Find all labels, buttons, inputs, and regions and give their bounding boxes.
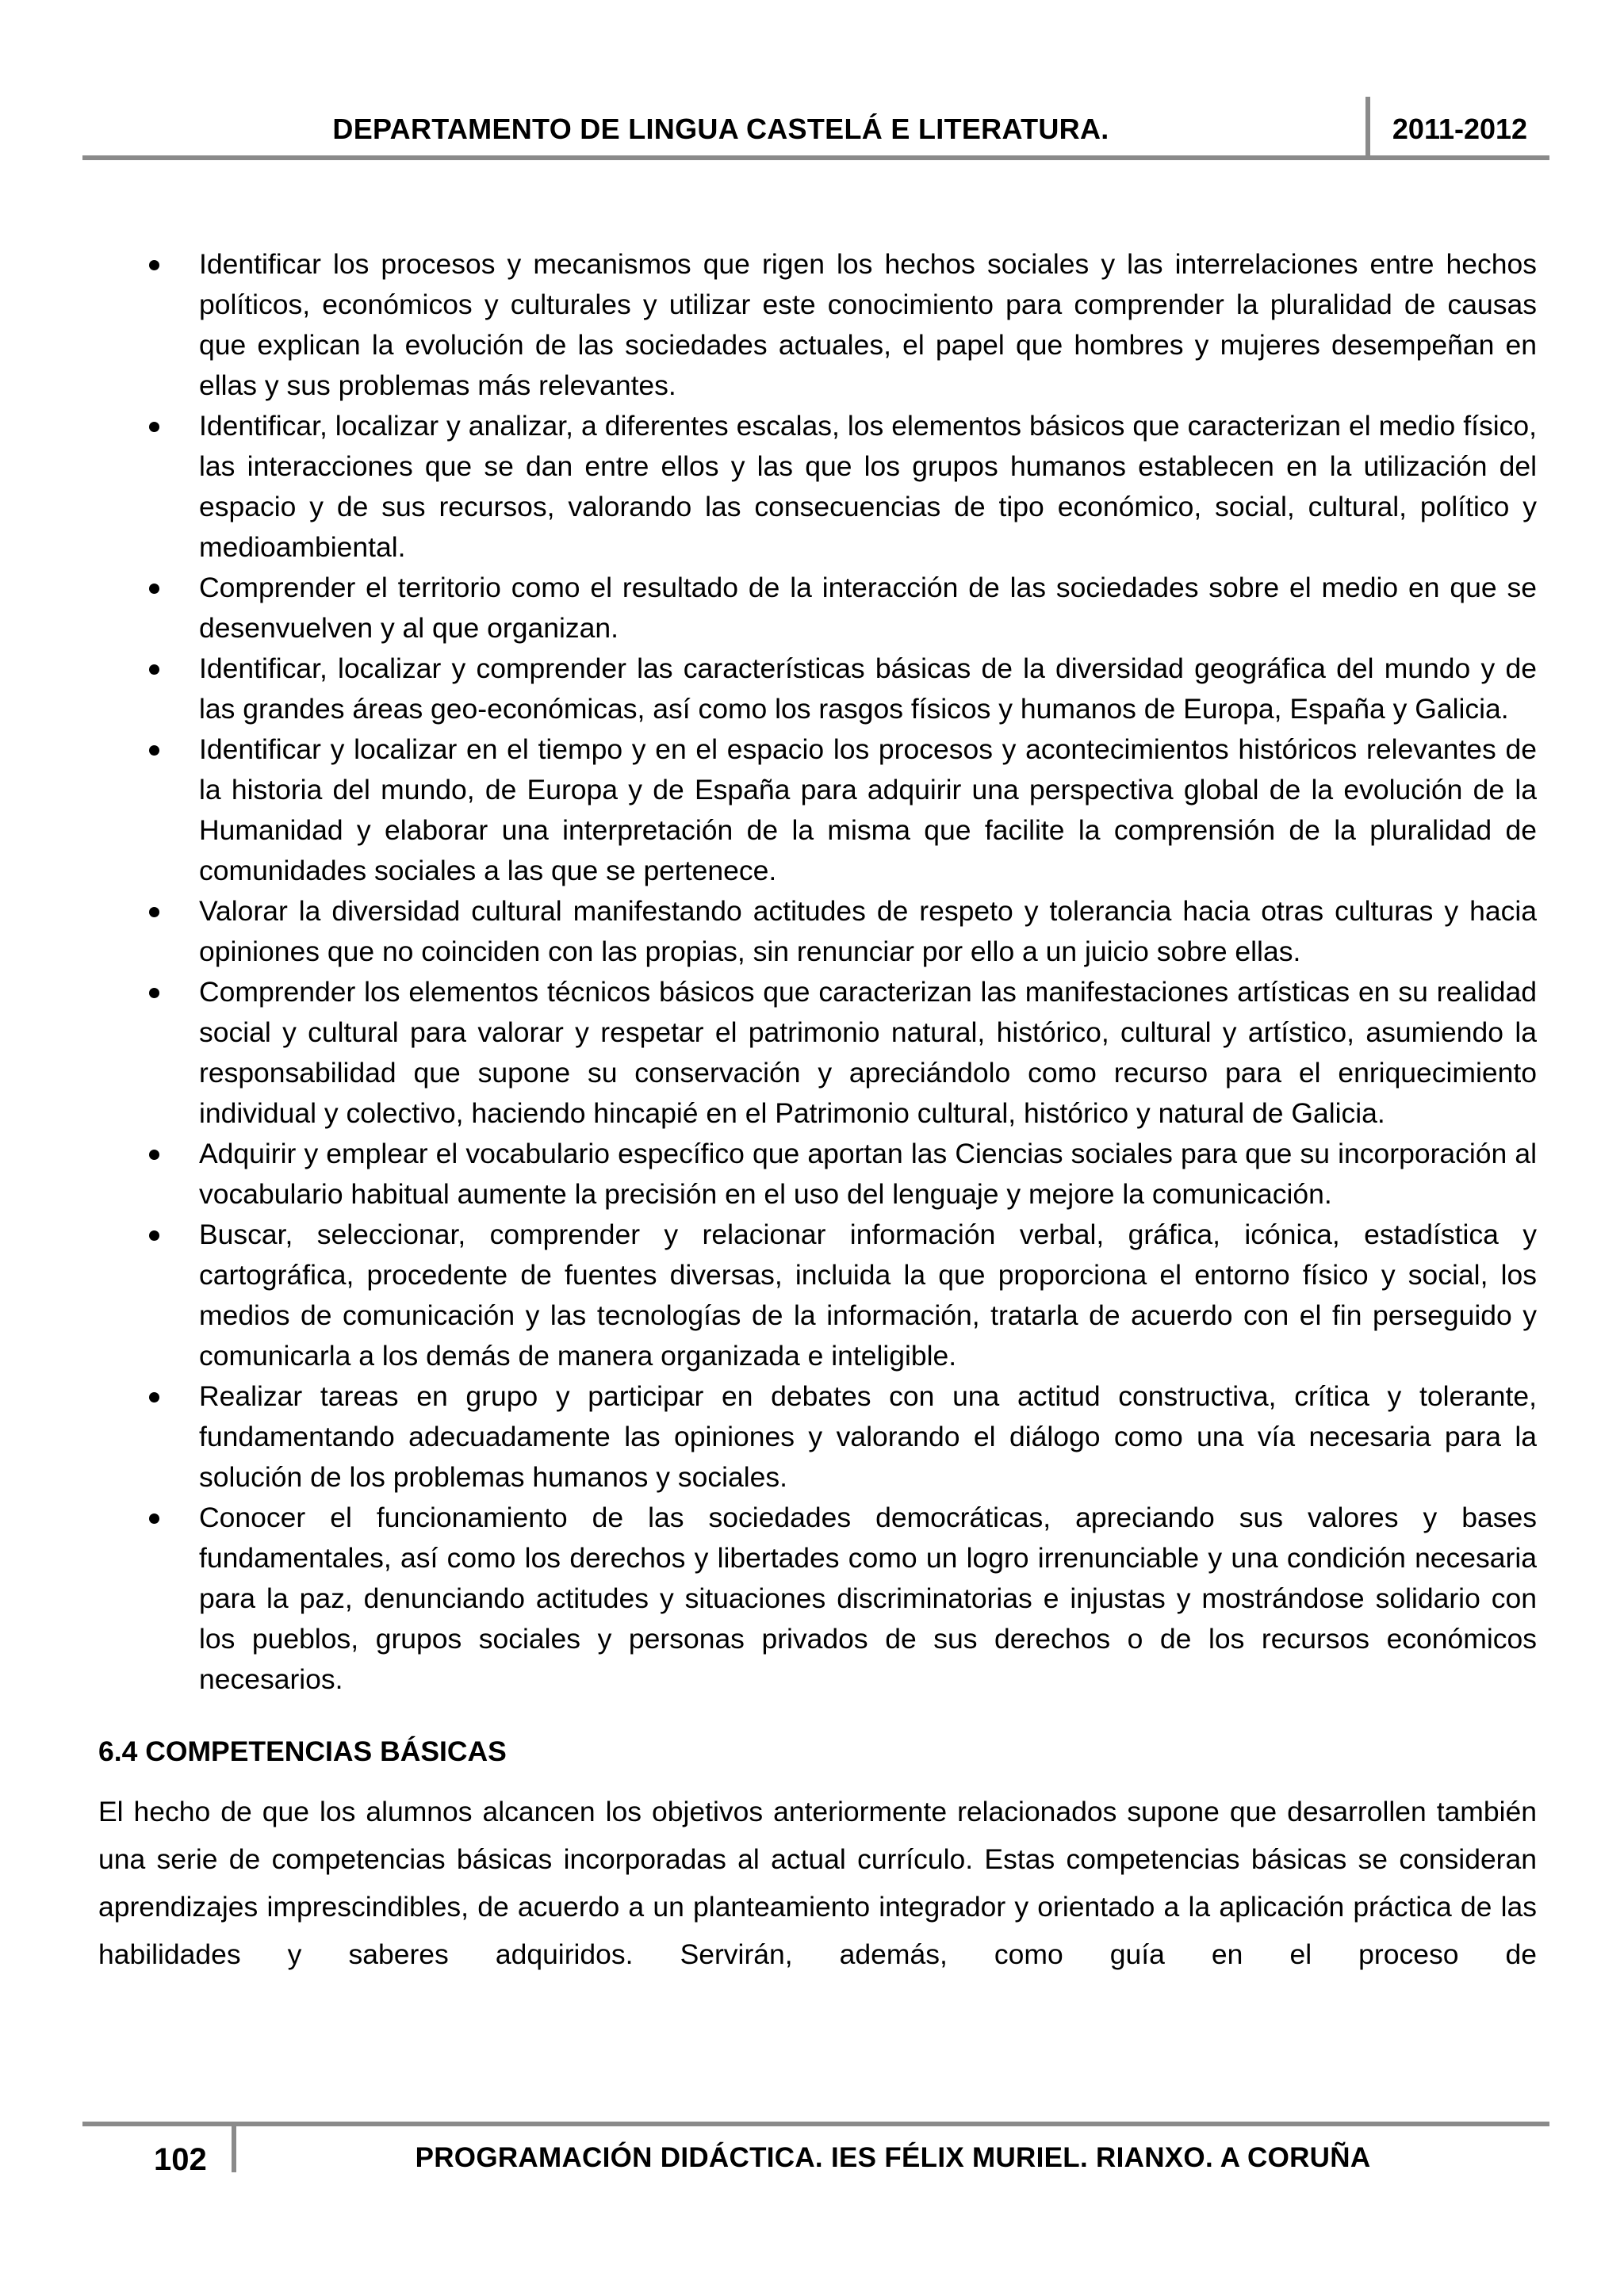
section-paragraph: El hecho de que los alumnos alcancen los objetivos anteriormente relacionados supone que desarrollen también una serie de competencias básicas incorporadas al actual currículo. Estas competencias básicas se consideran aprendizajes imprescindibles, de acuerdo a un planteamiento integrador y orientado a la aplicación práctica de las habilidades y saberes adquiridos. Servirán, además, como guía en el proceso de	[98, 1796, 1537, 1970]
section-heading: 6.4 COMPETENCIAS BÁSICAS	[98, 1735, 507, 1767]
bullet-icon	[149, 664, 159, 675]
list-item: Adquirir y emplear el vocabulario específico que aportan las Ciencias sociales para que su incorporación al vocabulario habitual aumente la precisión en el uso del lenguaje y mejore la comunicación.	[98, 1134, 1537, 1215]
bullet-icon	[149, 907, 159, 917]
list-item: Comprender los elementos técnicos básicos que caracterizan las manifestaciones artísticas en su realidad social y cultural para valorar y respetar el patrimonio natural, histórico, cultural y artístico, asumiendo la responsabilidad que supone su conservación y apreciándolo como recurso para el enriquecimiento individual y colectivo, haciendo hincapié en el Patrimonio cultural, histórico y natural de Galicia.	[98, 972, 1537, 1134]
bullet-icon	[149, 260, 159, 270]
page-number: 102	[154, 2142, 207, 2177]
header-rule	[82, 155, 1549, 160]
footer-text: PROGRAMACIÓN DIDÁCTICA. IES FÉLIX MURIEL. RIANXO. A CORUÑA	[415, 2142, 1371, 2173]
list-item: Conocer el funcionamiento de las sociedades democráticas, apreciando sus valores y bases fundamentales, así como los derechos y libertades como un logro irrenunciable y una condición necesaria para la paz, denunciando actitudes y situaciones discriminatorias e injustas y mostrándose solidario con los pueblos, grupos sociales y personas privados de sus derechos o de los recursos económicos necesarios.	[98, 1498, 1537, 1700]
bullet-icon	[149, 1230, 159, 1241]
bullet-icon	[149, 1392, 159, 1402]
header-title: DEPARTAMENTO DE LINGUA CASTELÁ E LITERATURA.	[332, 113, 1109, 145]
bullet-icon	[149, 1513, 159, 1524]
list-item: Identificar, localizar y comprender las características básicas de la diversidad geográfica del mundo y de las grandes áreas geo-económicas, así como los rasgos físicos y humanos de Europa, España y Galicia.	[98, 649, 1537, 729]
header-year: 2011-2012	[1392, 113, 1528, 145]
bullet-icon	[149, 745, 159, 756]
bullet-icon	[149, 1150, 159, 1160]
list-item: Comprender el territorio como el resultado de la interacción de las sociedades sobre el medio en que se desenvuelven y al que organizan.	[98, 568, 1537, 649]
page-footer	[82, 2122, 1549, 2177]
list-item: Buscar, seleccionar, comprender y relacionar información verbal, gráfica, icónica, estadística y cartográfica, procedente de fuentes diversas, incluida la que proporciona el entorno físico y social, los medios de comunicación y las tecnologías de la información, tratarla de acuerdo con el fin perseguido y comunicarla a los demás de manera organizada e inteligible.	[98, 1215, 1537, 1376]
list-item: Identificar los procesos y mecanismos que rigen los hechos sociales y las interrelaciones entre hechos políticos, económicos y culturales y utilizar este conocimiento para comprender la pluralidad de causas que explican la evolución de las sociedades actuales, el papel que hombres y mujeres desempeñan en ellas y sus problemas más relevantes.	[98, 244, 1537, 406]
bullet-icon	[149, 584, 159, 594]
page-header	[82, 97, 1549, 160]
page-content	[98, 244, 1537, 1978]
list-item: Realizar tareas en grupo y participar en debates con una actitud constructiva, crítica y tolerante, fundamentando adecuadamente las opiniones y valorando el diálogo como una vía necesaria para la solución de los problemas humanos y sociales.	[98, 1376, 1537, 1498]
bullet-icon	[149, 988, 159, 998]
list-item: Identificar y localizar en el tiempo y en el espacio los procesos y acontecimientos históricos relevantes de la historia del mundo, de Europa y de España para adquirir una perspectiva global de la evolución de la Humanidad y elaborar una interpretación de la misma que facilite la comprensión de la pluralidad de comunidades sociales a las que se pertenece.	[98, 729, 1537, 891]
objectives-list	[98, 244, 1537, 1700]
bullet-icon	[149, 422, 159, 432]
list-item: Valorar la diversidad cultural manifestando actitudes de respeto y tolerancia hacia otras culturas y hacia opiniones que no coinciden con las propias, sin renunciar por ello a un juicio sobre ellas.	[98, 891, 1537, 972]
list-item: Identificar, localizar y analizar, a diferentes escalas, los elementos básicos que caracterizan el medio físico, las interacciones que se dan entre ellos y las que los grupos humanos establecen en la utilización del espacio y de sus recursos, valorando las consecuencias de tipo económico, social, cultural, político y medioambiental.	[98, 406, 1537, 568]
